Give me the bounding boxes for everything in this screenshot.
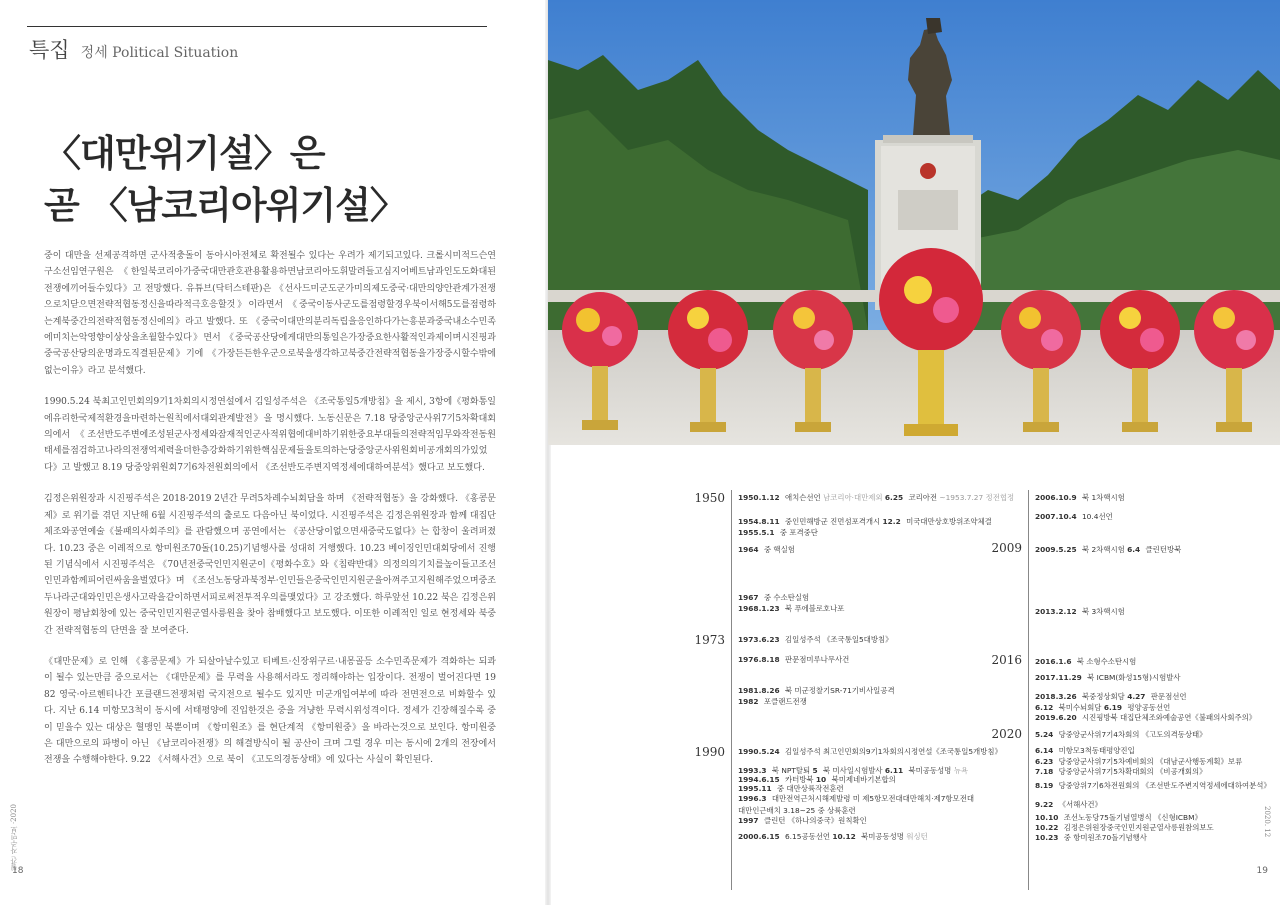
timeline-event-text: 북 2차핵시험 <box>1081 545 1125 554</box>
headline-line-1: 〈대만위기설〉은 <box>44 132 325 175</box>
left-vertical-footer: 월간 자주민보 ·2020 <box>10 804 18 871</box>
timeline-event <box>738 517 992 526</box>
body-paragraph: 김정은위원장과 시진핑주석은 2018·2019 2년간 무려5차례수뇌회담을 하며 《전략적협동》을 강화했다. 《홍콩문제》로 위기를 겪던 지난해 6월 시진핑주석의 출로도 다음아닌 북이었다. 시진핑주석은 김정은위원장과 함께 대집단체조와공연예술《불패의사회주의》를 관람했으며 공연에서는 《공산당이없으면새중국도없다》는 합창이 울려퍼졌다. 10.23 중은 이례적으로 항미원조70돌(10.25)기념행사를 성대히 거행했다. 10.23 베이징인민대회당에서 진행된 기념식에서 시진핑주석은 《70년전중국인민지원군이《평화수호》와《침략반대》의정의의기치를높이들고조선인민과함께피어린싸움을벌였다》며 《조선노동당과북정부·인민들은중국인민지원군을아껴주고지원해주었으며중조두나라군대와인민은생사고락을같이하면서피로써전투적우의를맺었다》고 강조했다. 하루앞선 10.22 북은 김정은위원장이 평남회창에 있는 중국인민지원군열사릉원을 찾아 참배했다고 보도했다. 이또한 이례적인 일로 현정세와 북중간 전략적협동의 단면을 잘 보여준다. <box>44 494 496 636</box>
timeline-event <box>1035 823 1214 832</box>
left-page <box>0 0 548 905</box>
timeline-event-text: 당중앙군사위7기5차확대회의 《비공개회의》 <box>1058 767 1207 776</box>
timeline-event <box>1035 767 1207 776</box>
timeline-event-text: 북미공동성명 <box>908 766 952 775</box>
article-body <box>44 248 496 784</box>
timeline-event-text: 북 1차핵시험 <box>1081 493 1125 502</box>
timeline-event-note: ~1953.7.27 정전협정 <box>939 493 1015 502</box>
timeline-event-date: 5 <box>812 766 818 775</box>
timeline-event-date: 10 <box>815 775 827 784</box>
timeline-event-date: 1964 <box>738 545 759 554</box>
timeline-event-date: 5.24 <box>1035 730 1054 739</box>
timeline-event-date: 1981.8.26 <box>738 686 780 695</box>
timeline-event-date: 10.12 <box>832 832 856 841</box>
timeline-event-text: 중 수소탄실험 <box>763 593 810 602</box>
timeline-event <box>1035 607 1125 616</box>
timeline-event-text: 북 ICBM(화성15형)시험발사 <box>1087 673 1181 682</box>
timeline-event-date: 10.23 <box>1035 833 1059 842</box>
timeline-event-text: 중 대만상륙작전훈련 <box>777 784 844 793</box>
body-paragraph: 《대만문제》로 인해 《홍콩문제》가 되살아날수있고 티베트·신장위구르·내몽골등 소수민족문제가 격화하는 되콰이 될수 있는만큼 중으로서는 《대만문제》를 무력을 사용해서라도 정리해야하는 입장이다. 전쟁이 벌어진다면 1982 영국·아르헨티나간 포클랜드전쟁처럼 국지전으로 될수도 있지만 미군개입여부에 따라 전면전으로 비화할수 있다. 지난 6.14 미항모3척이 동시에 서태평양에 진입한것은 중을 겨냥한 무력시위성격이다. 정세가 긴장해질수록 중이 믿을수 있는 대상은 혈맹인 북뿐이며 《항미원조》를 현단계적 《항미원중》을 바라는것으로 보인다. 항미원중은 대만으로의 파병이 아닌 《남코리아전쟁》의 해결방식이 될 공산이 크며 그럴 경우 미는 동시에 2개의 전장에서 전쟁을 수행해야한다. 9.22 《서해사건》으로 북이 《고도의경동상태》에 있다는 사실이 확인된다. <box>44 656 496 766</box>
timeline-event-text: 미항모3척동태평양진입 <box>1058 746 1135 755</box>
timeline-event <box>738 784 844 793</box>
timeline-event <box>738 747 1002 756</box>
timeline-event-text: 평양공동선언 <box>1127 703 1171 712</box>
timeline-event-text: 북중정상회담 <box>1081 692 1125 701</box>
timeline-event <box>1035 703 1170 712</box>
timeline-event-date: 1990.5.24 <box>738 747 780 756</box>
timeline-event-text: 당중앙군사위7기4차회의 《고도의격동상태》 <box>1058 730 1207 739</box>
timeline-event-date: 6.23 <box>1035 757 1054 766</box>
timeline-event-date: 6.14 <box>1035 746 1054 755</box>
timeline-axis-right <box>1028 490 1029 890</box>
timeline-event <box>738 528 818 537</box>
timeline-axis-left <box>731 490 732 890</box>
timeline-event-text: 대만전역근처시해제발령 미 제5항모전대대만해치·제7항모전대 <box>771 794 974 803</box>
timeline-event-text: 김정은위원장중국인민지원군열사릉원참의보도 <box>1063 823 1214 832</box>
timeline-event <box>1035 545 1181 554</box>
right-page <box>548 0 1280 905</box>
timeline-event-text: 북 3차핵시험 <box>1081 607 1125 616</box>
timeline-event <box>1035 692 1187 701</box>
left-page-number: 18 <box>12 866 24 876</box>
timeline-event-date: 1968.1.23 <box>738 604 780 613</box>
timeline-event <box>738 794 974 803</box>
timeline-event-date: 1950.1.12 <box>738 493 780 502</box>
timeline-event <box>1035 833 1147 842</box>
timeline-event-text: 판문점미루나무사건 <box>784 655 850 664</box>
timeline-event-date: 1982 <box>738 697 759 706</box>
timeline-event-date: 10.10 <box>1035 813 1059 822</box>
section-header <box>29 34 238 64</box>
timeline-event-text: 중인민해방군 진먼섬포격개시 <box>784 517 881 526</box>
timeline-event-text: 김일성주석 《조국통일5대방침》 <box>784 635 893 644</box>
timeline-event-date: 2019.6.20 <box>1035 713 1077 722</box>
timeline-event-date: 2017.11.29 <box>1035 673 1082 682</box>
timeline-event-date: 6.19 <box>1103 703 1123 712</box>
article-headline <box>44 128 406 232</box>
timeline-year: 2016 <box>991 653 1022 667</box>
timeline-year: 1990 <box>694 745 725 759</box>
timeline-year: 1973 <box>694 633 725 647</box>
timeline-event-note: 워싱턴 <box>906 832 928 841</box>
timeline-event <box>738 766 968 775</box>
timeline-event <box>1035 673 1181 682</box>
headline-line-2: 곧 〈남코리아위기설〉 <box>44 184 406 227</box>
section-title: 특집 <box>29 38 70 62</box>
timeline-event <box>738 775 896 784</box>
timeline-event-date: 12.2 <box>882 517 901 526</box>
photo-illustration <box>548 0 1280 445</box>
timeline-event-text: 김일성주석 최고인민회의9기1차회의시정연설《조국통일5개방침》 <box>784 747 1002 756</box>
monument-photo <box>548 0 1280 445</box>
timeline-event-date: 2018.3.26 <box>1035 692 1077 701</box>
timeline-year: 1950 <box>694 491 725 505</box>
timeline-event-date: 6.11 <box>884 766 904 775</box>
timeline-event-date: 2009.5.25 <box>1035 545 1077 554</box>
timeline-event-text: 북미공동성명 <box>861 832 904 841</box>
timeline-event <box>738 604 844 613</box>
timeline-event-text: 당중앙군사위7기5차예비회의 《대남군사행동계획》보류 <box>1058 757 1243 766</box>
timeline-event-date: 6.12 <box>1035 703 1054 712</box>
history-timeline <box>548 445 1280 905</box>
timeline-event-text: 당중앙위7기6차전원회의 《조선반도주변지역정세에대하여분석》 <box>1058 781 1271 790</box>
top-rule <box>27 26 487 27</box>
timeline-event-text: 애치슨선언 <box>784 493 821 502</box>
timeline-event-date: 1996.3 <box>738 794 767 803</box>
timeline-event-text: 북 미사일시험발사 <box>823 766 883 775</box>
timeline-event <box>738 832 928 841</box>
timeline-event-text: 중 포격중단 <box>779 528 818 537</box>
timeline-event-text: 중 항미원조70돌기념행사 <box>1063 833 1147 842</box>
timeline-event-date: 1954.8.11 <box>738 517 780 526</box>
timeline-event-date: 6.4 <box>1127 545 1141 554</box>
timeline-event <box>1035 657 1136 666</box>
timeline-event-date: 10.22 <box>1035 823 1059 832</box>
timeline-event <box>738 545 795 554</box>
timeline-event-text: 10.4선언 <box>1081 512 1113 521</box>
timeline-event <box>738 806 856 815</box>
timeline-event-note: 남코리아·대만제외 <box>823 493 883 502</box>
body-paragraph: 1990.5.24 북최고인민회의9기1차회의시정연설에서 김일성주석은 《조국통일5개방침》을 제시, 3항에《평화통일에유리한국제적환경을마련하는원칙에서대외관계발전》을 명시했다. 노동신문은 7.18 당중앙군사위7기5차확대회의에서 《조선반도주변에조성된군사정세와잠재적인군사적위협에대비하기위한중요부대들의전략적임무와작전동원태세를점검하고나라의전쟁억제력을더한층강화하기위한핵심문제들을토의하는당중앙군사위원회비공개회의가있었다》고 발했고 8.19 당중앙위원회7기6차전원회의에서 《조선반도주변지역정세에대하여분석》했다고 보도했다. <box>44 397 496 473</box>
timeline-event-text: 판문점선언 <box>1150 692 1187 701</box>
timeline-event-text: 클린턴 《하나의중국》원칙확인 <box>763 816 867 825</box>
timeline-event-date: 9.22 <box>1035 800 1054 809</box>
timeline-event-text: 북 소형수소탄시험 <box>1076 657 1137 666</box>
timeline-event-date: 2016.1.6 <box>1035 657 1072 666</box>
timeline-event-text: 중 핵실험 <box>763 545 795 554</box>
timeline-event <box>738 655 849 664</box>
timeline-event-text: 미국대만상호방위조약체결 <box>906 517 992 526</box>
timeline-event <box>738 686 895 695</box>
timeline-event <box>1035 781 1271 790</box>
body-paragraph: 중이 대만을 선제공격하면 군사적충돌이 동아시아전체로 확전될수 있다는 우려가 제기되고있다. 크롤시미적드슨연구소선임연구원은 《한일북코리아가중국대만관호관용활용하면남코리아도휘말려들고심지어베트남과인도도화대된전쟁에끼어들수있다》고 전망했다. 유튜브(닥터스테판)은 《선사드미군도군가미의제도중국·대만의양안관계가전쟁으로치닫으면전략적협동정신을따라적극호응할것》이라면서 《중국이동사군도를점령할경우북이서해5도를점령하는계북중간의전략적협동정신에의》라고 발했다. 또 《중국이대만의분리독립을응인하다가는흥분과중국내소수민족에미치는악영향이상상을초월할수있다》면서 《중국공산당에게대만의통일은가장중요한사활적인과제이며시진핑과중국공산당의운명과도직결된문제》기에 《가장든든한우군으로북을생각하고북중간전략적협동을가장중시할수밖에없는이유》라고 분석했다. <box>44 251 496 376</box>
timeline-event-date: 1993.3 <box>738 766 767 775</box>
timeline-event-text: 북 NPT탈퇴 <box>771 766 811 775</box>
timeline-event <box>1035 746 1135 755</box>
timeline-event-date: 2013.2.12 <box>1035 607 1077 616</box>
timeline-event <box>1035 813 1202 822</box>
timeline-event-text: 포클랜드전쟁 <box>763 697 807 706</box>
timeline-event-date: 7.18 <box>1035 767 1054 776</box>
timeline-event-date: 1955.5.1 <box>738 528 775 537</box>
timeline-event-text: 북 미군정찰기SR-71기비사일공격 <box>784 686 895 695</box>
timeline-event-date: 2007.10.4 <box>1035 512 1077 521</box>
timeline-event-text: 코리아전 <box>908 493 938 502</box>
timeline-event-text: 조선노동당75돌기념열병식 《신형ICBM》 <box>1063 813 1202 822</box>
timeline-event-date: 1994.6.15 <box>738 775 780 784</box>
timeline-event-date: 1995.11 <box>738 784 772 793</box>
timeline-event-text: 시진핑방북 대집단체조와예술공연《불패의사회주의》 <box>1081 713 1257 722</box>
section-subtitle: 정세 Political Situation <box>80 45 239 61</box>
timeline-event-text: 북 푸에블로호나포 <box>784 604 845 613</box>
timeline-event <box>1035 730 1207 739</box>
timeline-event <box>1035 493 1125 502</box>
timeline-event-date: 4.27 <box>1127 692 1146 701</box>
timeline-event-text: 6.15공동선언 <box>784 832 830 841</box>
timeline-event-text: 대만인근배치 3.18~25 중 상륙훈련 <box>738 806 856 815</box>
timeline-year: 2020 <box>991 727 1022 741</box>
timeline-event-date: 1997 <box>738 816 759 825</box>
timeline-event-text: 북미제네바기본합의 <box>831 775 896 784</box>
timeline-event-text: 카터방북 <box>784 775 814 784</box>
timeline-event-text: 북미수뇌회담 <box>1058 703 1102 712</box>
timeline-event <box>1035 713 1256 722</box>
timeline-event <box>738 493 1014 502</box>
timeline-year: 2009 <box>991 541 1022 555</box>
timeline-event-text: 《서해사건》 <box>1058 800 1102 809</box>
timeline-event <box>738 697 807 706</box>
timeline-event-date: 1976.8.18 <box>738 655 780 664</box>
timeline-event-date: 2006.10.9 <box>1035 493 1077 502</box>
timeline-event-note: 뉴욕 <box>953 766 968 775</box>
timeline-event-date: 8.19 <box>1035 781 1054 790</box>
timeline-event <box>738 635 893 644</box>
timeline-event-date: 1967 <box>738 593 759 602</box>
timeline-event <box>738 593 809 602</box>
timeline-event-date: 6.25 <box>884 493 904 502</box>
timeline-event <box>1035 800 1102 809</box>
right-vertical-footer: 2020. 12 <box>1263 806 1271 838</box>
right-page-number: 19 <box>1256 866 1268 876</box>
timeline-event <box>1035 512 1113 521</box>
timeline-event-text: 클린턴방북 <box>1145 545 1182 554</box>
timeline-event <box>1035 757 1242 766</box>
timeline-event-date: 1973.6.23 <box>738 635 780 644</box>
timeline-event <box>738 816 867 825</box>
timeline-event-date: 2000.6.15 <box>738 832 780 841</box>
